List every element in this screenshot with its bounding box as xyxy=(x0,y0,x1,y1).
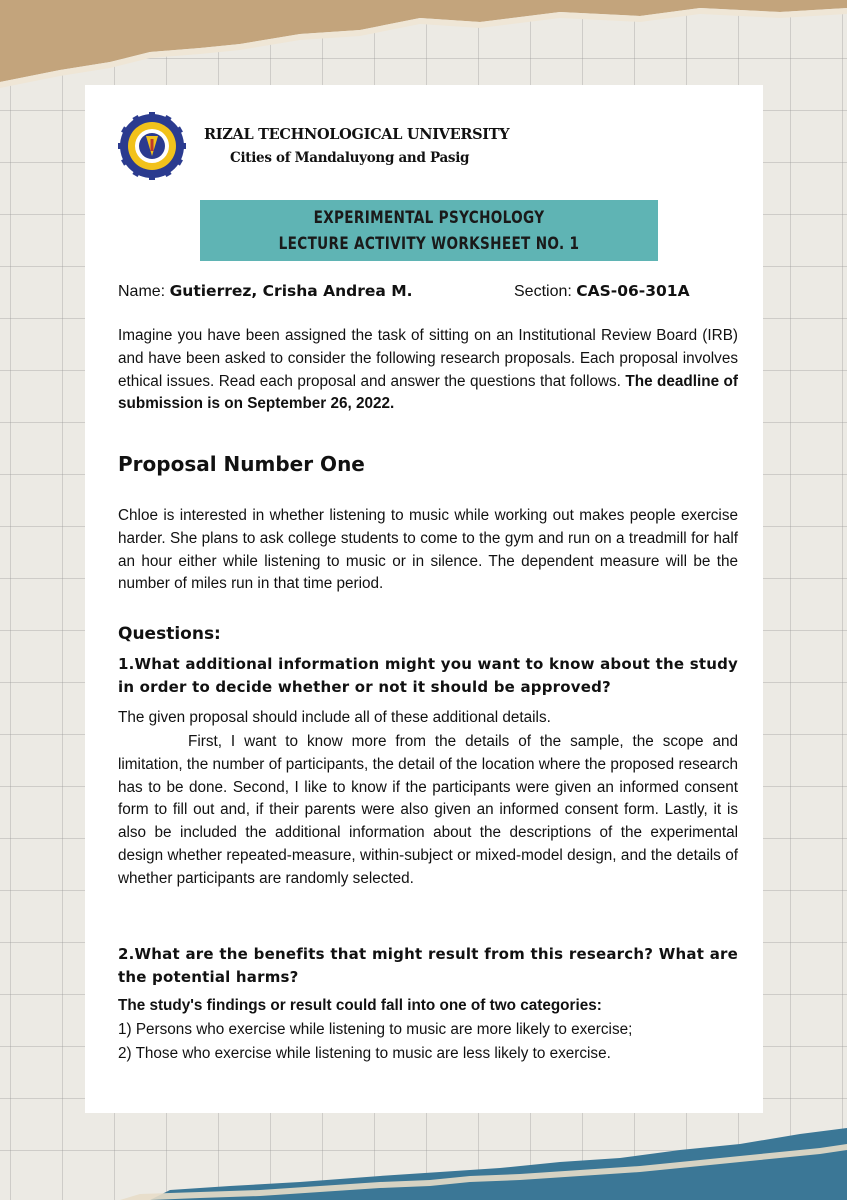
deadline-text: The deadline of submission is on September 26, 2022. xyxy=(118,372,738,413)
answer-1-body: First, I want to know more from the details of the sample, the scope and limitation, the number of participants, the detail of the location where the proposed research has to be done. Second, I like to know if the participants were given an informed consent form to fill out and, if their parents were also given an informed consent form. Lastly, it is also be included the additional information about the descriptions of the experimental design whether repeated-measure, within-subject or mixed-model design, and the details of whether participants are randomly selected. xyxy=(118,733,738,887)
university-name: RIZAL TECHNOLOGICAL UNIVERSITY xyxy=(204,126,510,143)
answer-1-intro: The given proposal should include all of these additional details. xyxy=(118,709,551,726)
instructions-paragraph xyxy=(118,325,738,416)
section-field xyxy=(514,282,690,301)
answer-2-item-1: 1) Persons who exercise while listening to music are more likely to exercise; xyxy=(118,1021,633,1038)
section-label: Section: xyxy=(514,283,577,300)
student-info-row xyxy=(118,282,738,301)
worksheet-title: LECTURE ACTIVITY WORKSHEET NO. 1 xyxy=(278,234,580,254)
student-name: Gutierrez, Crisha Andrea M. xyxy=(169,282,413,300)
torn-paper-bottom-decoration xyxy=(0,1110,847,1200)
answer-2-intro: The study's findings or result could fall into one of two categories: xyxy=(118,997,602,1014)
proposal-heading: Proposal Number One xyxy=(118,452,365,476)
university-header xyxy=(118,112,738,192)
question-1: 1.What additional information might you want to know about the study in order to decide whether or not it should be approved? xyxy=(118,655,738,696)
torn-paper-top-decoration xyxy=(0,0,847,95)
university-location: Cities of Mandaluyong and Pasig xyxy=(230,150,470,166)
answer-2-item-2: 2) Those who exercise while listening to music are less likely to exercise. xyxy=(118,1045,611,1062)
question-2: 2.What are the benefits that might result from this research? What are the potential harms? xyxy=(118,945,738,986)
questions-heading: Questions: xyxy=(118,624,221,644)
section-value: CAS-06-301A xyxy=(576,282,690,300)
proposal-description: Chloe is interested in whether listening to music while working out makes people exercise harder. She plans to ask college students to come to the gym and run on a treadmill for half an hour either while listening to music or in silence. The dependent measure will be the number of miles run in that time period. xyxy=(118,507,738,593)
course-title: EXPERIMENTAL PSYCHOLOGY xyxy=(313,208,545,228)
university-seal-logo xyxy=(118,112,186,180)
instructions-text: Imagine you have been assigned the task of sitting on an Institutional Review Board (IRB) and have been asked to consider the following research proposals. Each proposal involves ethical issues. Read each proposal and answer the questions that follows. xyxy=(118,327,738,390)
worksheet-title-banner xyxy=(200,200,658,261)
name-label: Name: xyxy=(118,283,170,300)
